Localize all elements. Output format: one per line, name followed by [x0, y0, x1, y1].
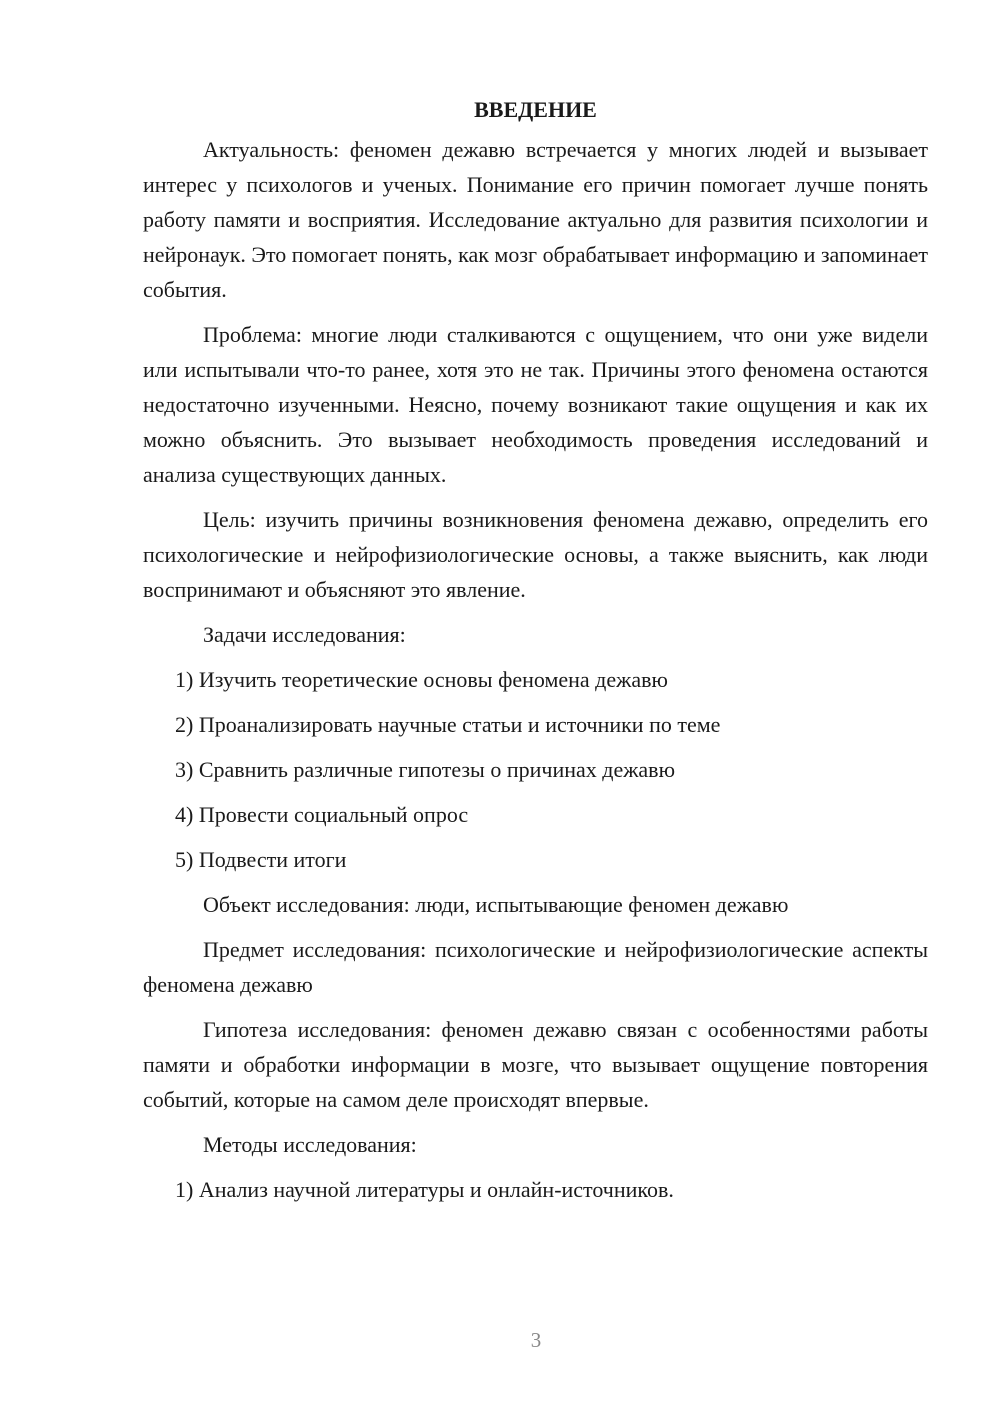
section-title: ВВЕДЕНИЕ — [474, 97, 597, 122]
goal-paragraph: Цель: изучить причины возникновения феномена дежавю, определить его психологические и нейрофизиологические основы, а также выяснить, как люди воспринимают и объясняют это явление. — [143, 507, 928, 602]
hypothesis-paragraph: Гипотеза исследования: феномен дежавю связан с особенностями работы памяти и обработки информации в мозге, что вызывает ощущение повторения событий, которые на самом деле происходят впервые. — [143, 1017, 928, 1112]
object-paragraph: Объект исследования: люди, испытывающие феномен дежавю — [203, 892, 789, 917]
methods-heading: Методы исследования: — [203, 1132, 417, 1157]
task-item-1: 1) Изучить теоретические основы феномена дежавю — [175, 667, 668, 692]
task-item-4: 4) Провести социальный опрос — [175, 802, 469, 827]
problem-paragraph: Проблема: многие люди сталкиваются с ощущением, что они уже видели или испытывали что-то ранее, хотя это не так. Причины этого феномена остаются недостаточно изученными. Неясно, почему возникают такие ощущения и как их можно объяснить. Это вызывает необходимость проведения исследований и анализа существующих данных. — [143, 322, 928, 487]
task-item-3: 3) Сравнить различные гипотезы о причинах дежавю — [175, 757, 676, 782]
subject-paragraph: Предмет исследования: психологические и нейрофизиологические аспекты феномена дежавю — [143, 937, 928, 997]
page-number: 3 — [530, 1328, 542, 1352]
tasks-heading: Задачи исследования: — [203, 622, 406, 647]
document-page — [143, 92, 928, 1217]
task-item-5: 5) Подвести итоги — [175, 847, 347, 872]
relevance-paragraph: Актуальность: феномен дежавю встречается у многих людей и вызывает интерес у психологов и ученых. Понимание его причин помогает лучше понять работу памяти и восприятия. Исследование актуально для развития психологии и нейронаук. Это помогает понять, как мозг обрабатывает информацию и запоминает события. — [143, 137, 928, 302]
method-item-1: 1) Анализ научной литературы и онлайн-источников. — [175, 1177, 674, 1202]
task-item-2: 2) Проанализировать научные статьи и источники по теме — [175, 712, 721, 737]
